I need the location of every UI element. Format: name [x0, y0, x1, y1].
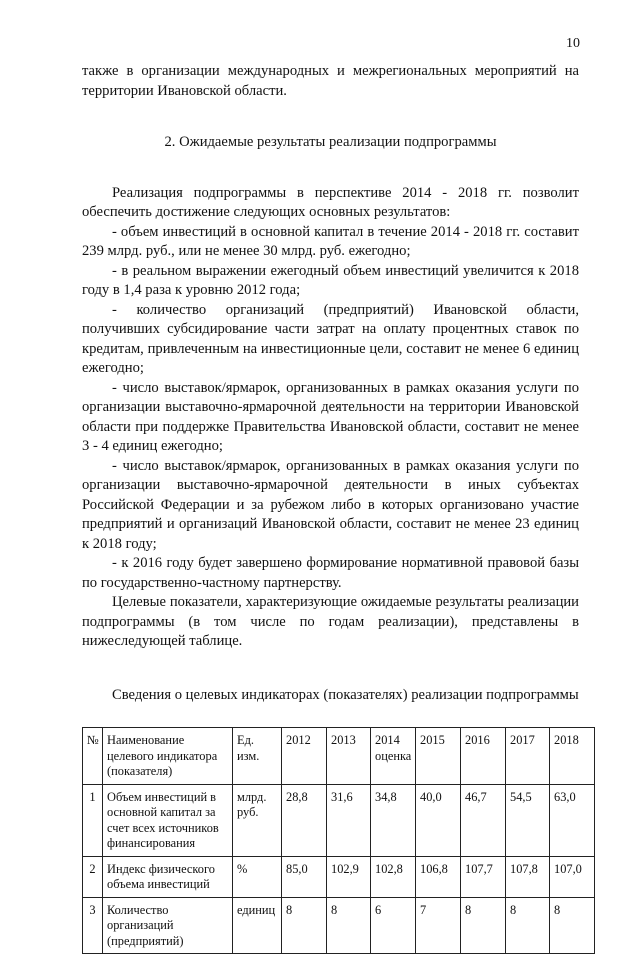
table-cell: 8	[550, 897, 595, 954]
header-cell: 2015	[416, 728, 461, 785]
intro-paragraph: Реализация подпрограммы в перспективе 2014 - 2018 гг. позволит обеспечить достижение следующих основных результатов:	[82, 184, 579, 220]
table-cell: 31,6	[327, 784, 371, 856]
table-cell: 3	[83, 897, 103, 954]
table-caption: Сведения о целевых индикаторах (показателях) реализации подпрограммы	[112, 686, 579, 703]
table-cell: 8	[327, 897, 371, 954]
result-item: - объем инвестиций в основной капитал в течение 2014 - 2018 гг. составит 239 млрд. руб., или не менее 30 млрд. руб. ежегодно;	[82, 223, 579, 259]
table-cell: 6	[371, 897, 416, 954]
table-cell: 2	[83, 856, 103, 897]
table-cell: 40,0	[416, 784, 461, 856]
table-cell: 106,8	[416, 856, 461, 897]
table-cell: 7	[416, 897, 461, 954]
table-cell: %	[233, 856, 282, 897]
table-cell: 8	[282, 897, 327, 954]
continuation-paragraph: также в организации международных и межрегиональных мероприятий на территории Ивановской области.	[82, 63, 579, 99]
document-body	[82, 62, 582, 954]
table-header-row	[83, 728, 595, 785]
table-cell: 28,8	[282, 784, 327, 856]
table-cell: 46,7	[461, 784, 506, 856]
table-cell: 107,8	[506, 856, 550, 897]
header-cell: 2014 оценка	[371, 728, 416, 785]
table-cell: 85,0	[282, 856, 327, 897]
table-cell: 1	[83, 784, 103, 856]
page-number: 10	[566, 36, 580, 51]
table-cell: 102,8	[371, 856, 416, 897]
header-cell: 2013	[327, 728, 371, 785]
table-cell: 107,7	[461, 856, 506, 897]
table-cell: 107,0	[550, 856, 595, 897]
result-item: - количество организаций (предприятий) Ивановской области, получивших субсидирование части затрат на оплату процентных ставок по кредитам, привлеченным на инвестиционные цели, составит не менее 6 единиц ежегодно;	[82, 301, 579, 376]
header-cell: Наименование целевого индикатора (показателя)	[103, 728, 233, 785]
table-cell: 54,5	[506, 784, 550, 856]
table-cell: 63,0	[550, 784, 595, 856]
section-heading: 2. Ожидаемые результаты реализации подпрограммы	[164, 134, 497, 150]
table-cell: единиц	[233, 897, 282, 954]
indicators-table	[82, 727, 595, 954]
table-cell: Объем инвестиций в основной капитал за счет всех источников финансирования	[103, 784, 233, 856]
summary-paragraph: Целевые показатели, характеризующие ожидаемые результаты реализации подпрограммы (в том числе по годам реализации), представлены в нижеследующей таблице.	[82, 594, 579, 649]
table-cell: 8	[461, 897, 506, 954]
table-row	[83, 897, 595, 954]
table-cell: Индекс физического объема инвестиций	[103, 856, 233, 897]
header-cell: 2016	[461, 728, 506, 785]
header-cell: Ед. изм.	[233, 728, 282, 785]
header-cell: 2012	[282, 728, 327, 785]
table-cell: Количество организаций (предприятий)	[103, 897, 233, 954]
header-cell: №	[83, 728, 103, 785]
table-cell: 102,9	[327, 856, 371, 897]
table-cell: млрд. руб.	[233, 784, 282, 856]
table-cell: 34,8	[371, 784, 416, 856]
result-item: - в реальном выражении ежегодный объем инвестиций увеличится к 2018 году в 1,4 раза к уровню 2012 года;	[82, 262, 579, 298]
result-item: - число выставок/ярмарок, организованных в рамках оказания услуги по организации выставочно-ярмарочной деятельности на территории Ивановской области при поддержке Правительства Ивановской области, составит не менее 3 - 4 единиц ежегодно;	[82, 379, 579, 454]
header-cell: 2017	[506, 728, 550, 785]
result-item: - число выставок/ярмарок, организованных в рамках оказания услуги по организации выставочно-ярмарочной деятельности в иных субъектах Российской Федерации и за рубежом либо в которых организовано участие предприятий и организаций Ивановской области, составит не менее 23 единиц к 2018 году;	[82, 457, 579, 552]
table-row	[83, 856, 595, 897]
header-cell: 2018	[550, 728, 595, 785]
result-item: - к 2016 году будет завершено формирование нормативной правовой базы по государственно-частному партнерству.	[82, 555, 579, 591]
table-cell: 8	[506, 897, 550, 954]
table-row	[83, 784, 595, 856]
